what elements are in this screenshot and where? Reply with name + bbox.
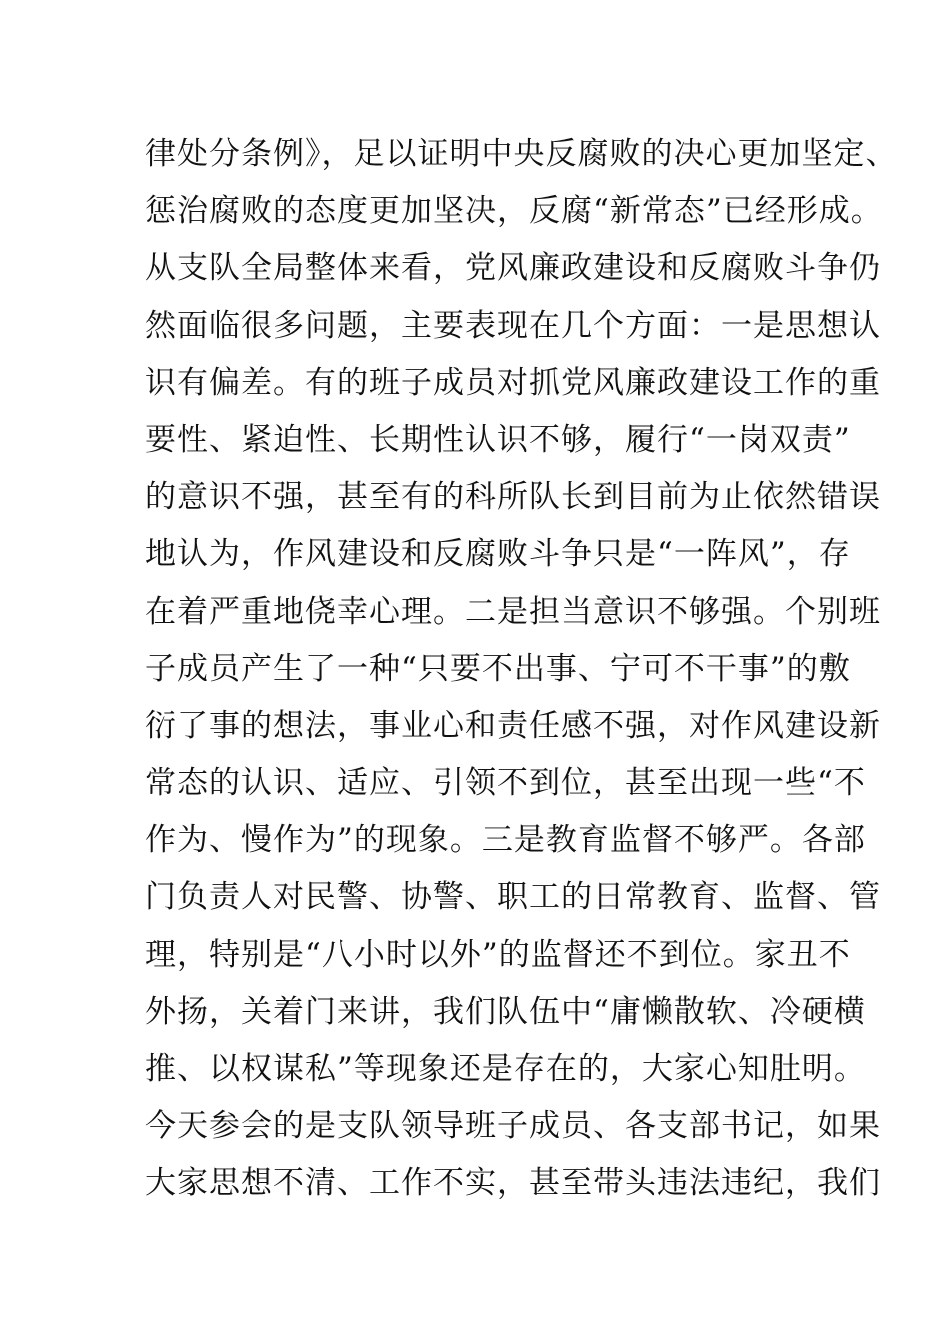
text-line: 衍了事的想法，事业心和责任感不强，对作风建设新 xyxy=(145,707,881,744)
text-line: 作为、慢作为”的现象。三是教育监督不够严。各部 xyxy=(145,822,866,859)
text-line: 在着严重地侥幸心理。二是担当意识不够强。个别班 xyxy=(145,593,881,630)
text-line: 今天参会的是支队领导班子成员、各支部书记，如果 xyxy=(145,1108,881,1145)
text-line: 理，特别是“八小时以外”的监督还不到位。家丑不 xyxy=(145,936,851,973)
text-line: 要性、紧迫性、长期性认识不够，履行“一岗双责” xyxy=(145,421,851,458)
text-line: 门负责人对民警、协警、职工的日常教育、监督、管 xyxy=(145,879,881,916)
text-line: 外扬，关着门来讲，我们队伍中“庸懒散软、冷硬横 xyxy=(145,993,866,1030)
text-line: 律处分条例》，足以证明中央反腐败的决心更加坚定、 xyxy=(145,136,898,172)
text-line: 然面临很多问题，主要表现在几个方面：一是思想认 xyxy=(145,307,881,344)
text-line: 常态的认识、适应、引领不到位，甚至出现一些“不 xyxy=(145,765,866,802)
text-line: 识有偏差。有的班子成员对抓党风廉政建设工作的重 xyxy=(145,364,881,401)
text-line: 子成员产生了一种“只要不出事、宁可不干事”的敷 xyxy=(145,650,851,687)
text-line: 推、以权谋私”等现象还是存在的，大家心知肚明。 xyxy=(145,1051,866,1087)
text-line: 大家思想不清、工作不实，甚至带头违法违纪，我们 xyxy=(145,1165,881,1202)
text-line: 惩治腐败的态度更加坚决，反腐“新常态”已经形成。 xyxy=(145,193,883,230)
text-line: 地认为，作风建设和反腐败斗争只是“一阵风”，存 xyxy=(145,536,851,573)
body-text xyxy=(145,126,898,1213)
text-line: 的意识不强，甚至有的科所队长到目前为止依然错误 xyxy=(145,479,881,516)
text-line: 从支队全局整体来看，党风廉政建设和反腐败斗争仍 xyxy=(145,250,881,287)
